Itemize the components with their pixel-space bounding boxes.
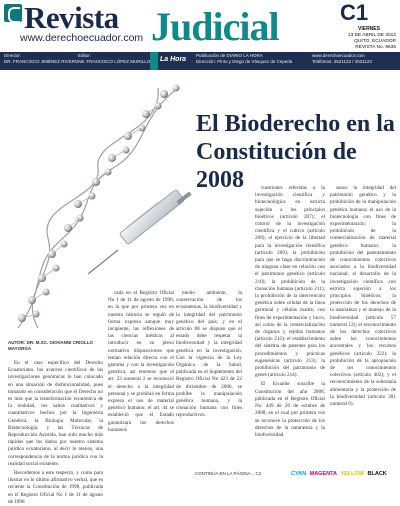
paragraph: cada en el Registro Oficial No 1 de 11 de agosto de 1998, en la que por primera vez en nuestra historia se reguló de forma expresa aunque muy incipiente, las reflexiones de las ciencias médicas al introducir en su plexo normativo disposiciones que tenían relación directa con el genoma y con la investigación genética, así tenemos que el art. 23 numeral 2 se reconoció el derecho a la integridad personal y se prohibió en forma expresa el uso de material genético humano; el art. 44 se estableció que el Estado garantizará los derechos humanos <box>108 290 174 433</box>
section-marker: C1 <box>340 0 369 25</box>
contact-web[interactable]: www.derechoecuador.com <box>312 53 365 58</box>
print-mark-cyan: CYAN <box>291 471 307 477</box>
paragraph: medio ambiente, la conservación de los ecosistemas, la biodiversidad y la integridad del patrimonio genético del país; y en el artículo 88 se dispuso que el estado debe respetar la biodiversidad y la integridad genética en la investigación. Con la vigencia de la Ley Orgánica de la Salud, publicada en el Suplemento del Registro Oficial No 423 de 22 de diciembre de 2006, se prohíbe la manipulación genética humana, y la clonación humana con fines reproductivos. <box>176 290 242 419</box>
paragraph: En el caso específico del Derecho Ecuatoriano, los avances científicos de las investigaciones genómicas lo han colocado en una situación de disfuncionalidad, pues tomando en consideración que el Derecho no es más que la transformación económica de la realidad, los saltos cualitativos y cuantitativos hechos por la Ingeniería Genética, la Biología Molecular, la Biotecnología, y las Técnicas de Reproducción Asistida, han sido mucho más rápidos que los dados por nuestro sistema jurídico ecuatoriano, al decir lo menos, una correspondencia de la norma jurídica con la realidad social existente. <box>8 360 103 467</box>
issue-info <box>290 33 396 51</box>
publisher-block <box>196 53 292 65</box>
syringe-icon <box>88 189 192 274</box>
issue-number: REVISTA No. 9635 <box>355 45 396 50</box>
issue-date: 13 DE ABRIL DE 2012 <box>347 33 396 38</box>
article-column-2 <box>108 290 174 472</box>
print-mark-black: BLACK <box>367 471 387 477</box>
masthead-title-revista: Revista <box>24 0 119 35</box>
continued-note: CONTINÚA EN LA PÁGINA... C2 <box>195 471 262 476</box>
director-name: DR. FRANCISCO JIMÉNEZ RIVERO <box>4 59 79 64</box>
editor-block <box>78 53 150 65</box>
masthead <box>0 0 400 70</box>
paragraph: El Ecuador suscribe la Constitución del año 2008, publicada en el Registro Oficial No. 449 de 20 de octubre de 2008, en el cual por primera vez se reconoce la protección de los derechos de la naturaleza y la biodiversidad. <box>255 381 325 438</box>
print-mark-magenta: MAGENTA <box>309 471 338 477</box>
staff-bar-accent <box>150 52 158 70</box>
masthead-title-judicial: Judicial <box>151 4 279 49</box>
staff-bar <box>0 52 400 70</box>
editor-name: AB. FRANCISCO LÓPEZ MURILLO <box>78 59 151 64</box>
revista-logo-icon <box>4 4 22 22</box>
editor-label: Editor: <box>78 53 92 58</box>
issue-location: QUITO, ECUADOR <box>354 39 396 44</box>
article-column-5 <box>330 185 396 472</box>
director-block <box>4 53 79 65</box>
publisher-address: Dirección: Pinto y Diego de Vásquez de Cepeda <box>196 59 293 64</box>
la-hora-logo: La Hora <box>160 56 187 63</box>
paragraph: Recordemos a este respecto, y como para ilustrar en lo último afirmativo verbal, que es reciente la Constitución de 1998, publicada en el Registro Oficial No 1 de 11 de agosto de 1998 <box>8 470 103 505</box>
contact-block <box>312 53 372 65</box>
publisher-text: Publicación de DIARIO LA HORA <box>196 53 263 58</box>
photo-caption: AUTOR: DR. M.SC. GIOVANNI CRIOLLO MAYORGA <box>8 340 93 351</box>
contact-phones: Teléfonos: 2521122 / 2521123 <box>312 59 372 64</box>
masthead-website[interactable]: www.derechoecuador.com <box>20 32 144 44</box>
paragraph: cuestiones referidas a la investigación científica y biotecnológica en estricta sujeción a los principios bioéticos (artículo 207); el control de la investigación científica y el cultivo (artículo 208); el ejercicio de la libertad para la investigación científica (artículo 209); la prohibición para que se haga discriminación de ninguna clase en relación con el patrimonio genético (artículo 210); la prohibición de la clonación humana (artículo 211); la prohibición de la intervención genética sobre células de la línea germinal y células madre, con fines de experimentación y lucro, así como de la comercialización de órganos y tejidos humanos (artículo 212); el establecimiento del sistema de patentes para los procedimientos y prácticas eugenésicas (artículo 213); la prohibición del patrimonio de genes (artículo 214). <box>255 185 325 379</box>
article-headline: El Bioderecho en la Constitución de 2008 <box>196 111 395 193</box>
page-footer <box>195 470 400 480</box>
paragraph: sanos la integridad del patrimonio genético y la prohibición de la manipulación genética humana; el uso de la biotecnología con fines de experimentación; la prohibición de la comercialización de material genético humano; la prohibición del patentamiento de conocimientos colectivos asociados a la biodiversidad nacional; el desarrollo de la investigación científica con estricta sujeción a los principios bioéticos; la protección de los derechos de la naturaleza y el manejo de la biodiversidad (artículo 57 numeral 12); el reconocimiento de los derechos colectivos sobre los conocimientos ancestrales y los recursos genéticos (artículo 322); la prohibición de la apropiación de los conocimientos colectivos (artículo 402); y el reconocimiento de la soberanía alimentaria y la protección de la biodiversidad (artículo 281 numeral 6). <box>330 185 396 408</box>
article-column-1 <box>8 360 103 505</box>
article-column-3 <box>176 290 242 472</box>
print-mark-yellow: YELLOW <box>340 471 364 477</box>
print-color-marks <box>291 471 389 477</box>
director-label: Director: <box>4 53 22 58</box>
issue-day: VIERNES <box>358 26 380 32</box>
article-column-4 <box>255 185 325 472</box>
